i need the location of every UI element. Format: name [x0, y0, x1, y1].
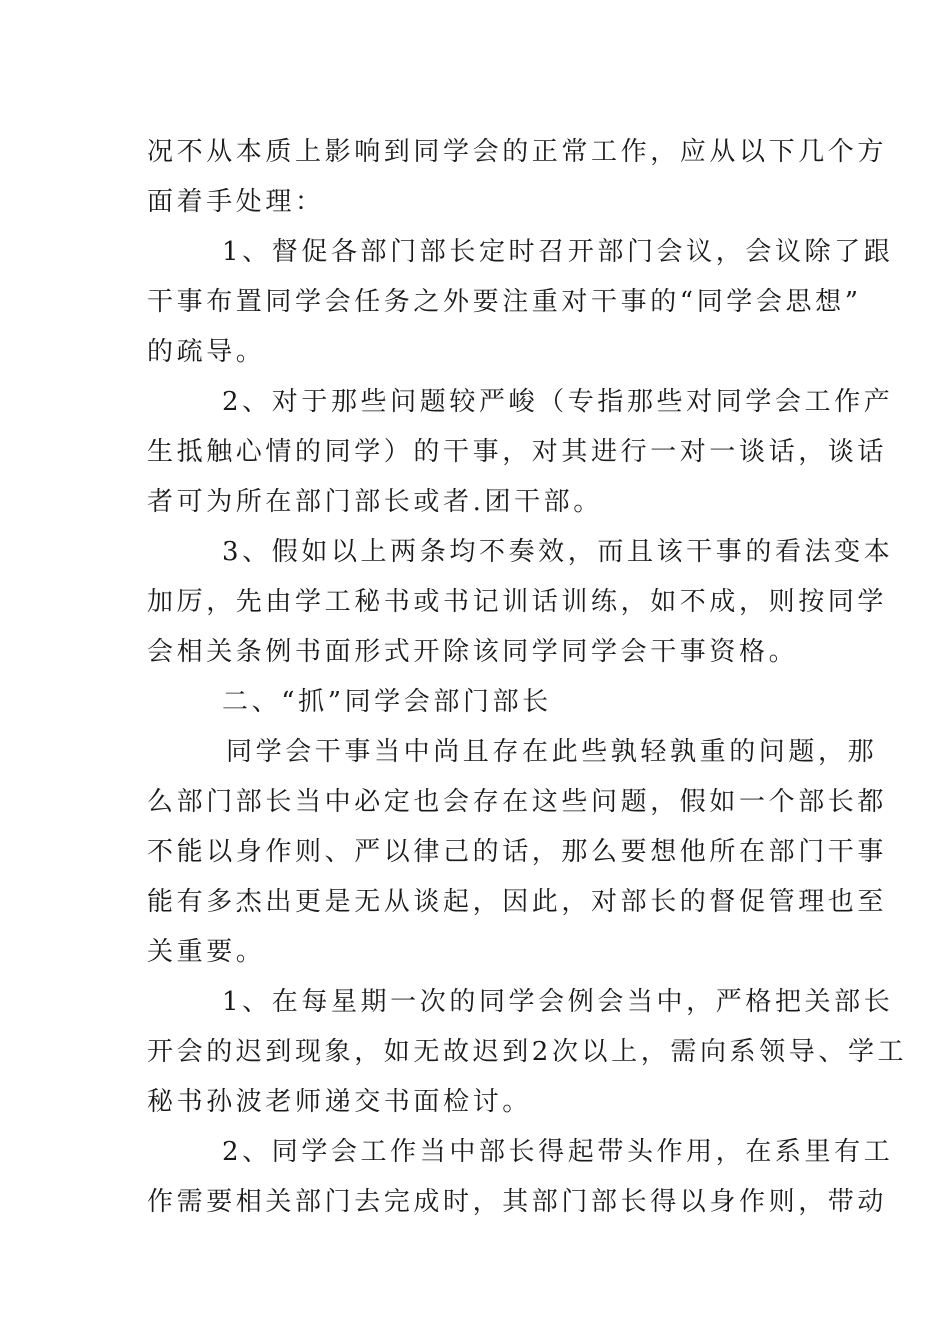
text-line: 开会的迟到现象，如无故迟到2次以上，需向系领导、学工 [147, 1037, 908, 1067]
text-line: 不能以身作则、严以律己的话，那么要想他所在部门干事 [147, 837, 888, 867]
text-line: 秘书孙波老师递交书面检讨。 [147, 1087, 532, 1117]
list-item-2-line: 2、对于那些问题较严峻（专指那些对同学会工作产 [222, 387, 894, 417]
text-line: 么部门部长当中必定也会存在这些问题，假如一个部长都 [147, 787, 888, 817]
text-line: 加厉，先由学工秘书或书记训话训练，如不成，则按同学 [147, 587, 888, 617]
list-item-2-line: 2、同学会工作当中部长得起带头作用，在系里有工 [222, 1137, 894, 1167]
text-line: 的疏导。 [147, 337, 266, 367]
text-line: 况不从本质上影响到同学会的正常工作，应从以下几个方 [147, 137, 888, 167]
text-line: 干事布置同学会任务之外要注重对干事的“同学会思想” [147, 287, 862, 317]
text-line: 作需要相关部门去完成时，其部门部长得以身作则，带动 [147, 1187, 888, 1217]
section-heading: 二、“抓”同学会部门部长 [222, 687, 552, 717]
text-line: 会相关条例书面形式开除该同学同学会干事资格。 [147, 637, 799, 667]
text-line: 关重要。 [147, 937, 266, 967]
text-line: 者可为所在部门部长或者.团干部。 [147, 487, 603, 517]
text-line: 能有多杰出更是无从谈起，因此，对部长的督促管理也至 [147, 887, 888, 917]
text-line: 生抵触心情的同学）的干事，对其进行一对一谈话，谈话 [147, 437, 888, 467]
paragraph-start-line: 同学会干事当中尚且存在此些孰轻孰重的问题，那 [226, 737, 878, 767]
text-line: 面着手处理： [147, 187, 325, 217]
list-item-1-line: 1、在每星期一次的同学会例会当中，严格把关部长 [222, 987, 894, 1017]
list-item-3-line: 3、假如以上两条均不奏效，而且该干事的看法变本 [222, 537, 894, 567]
list-item-1-line: 1、督促各部门部长定时召开部门会议，会议除了跟 [222, 237, 894, 267]
